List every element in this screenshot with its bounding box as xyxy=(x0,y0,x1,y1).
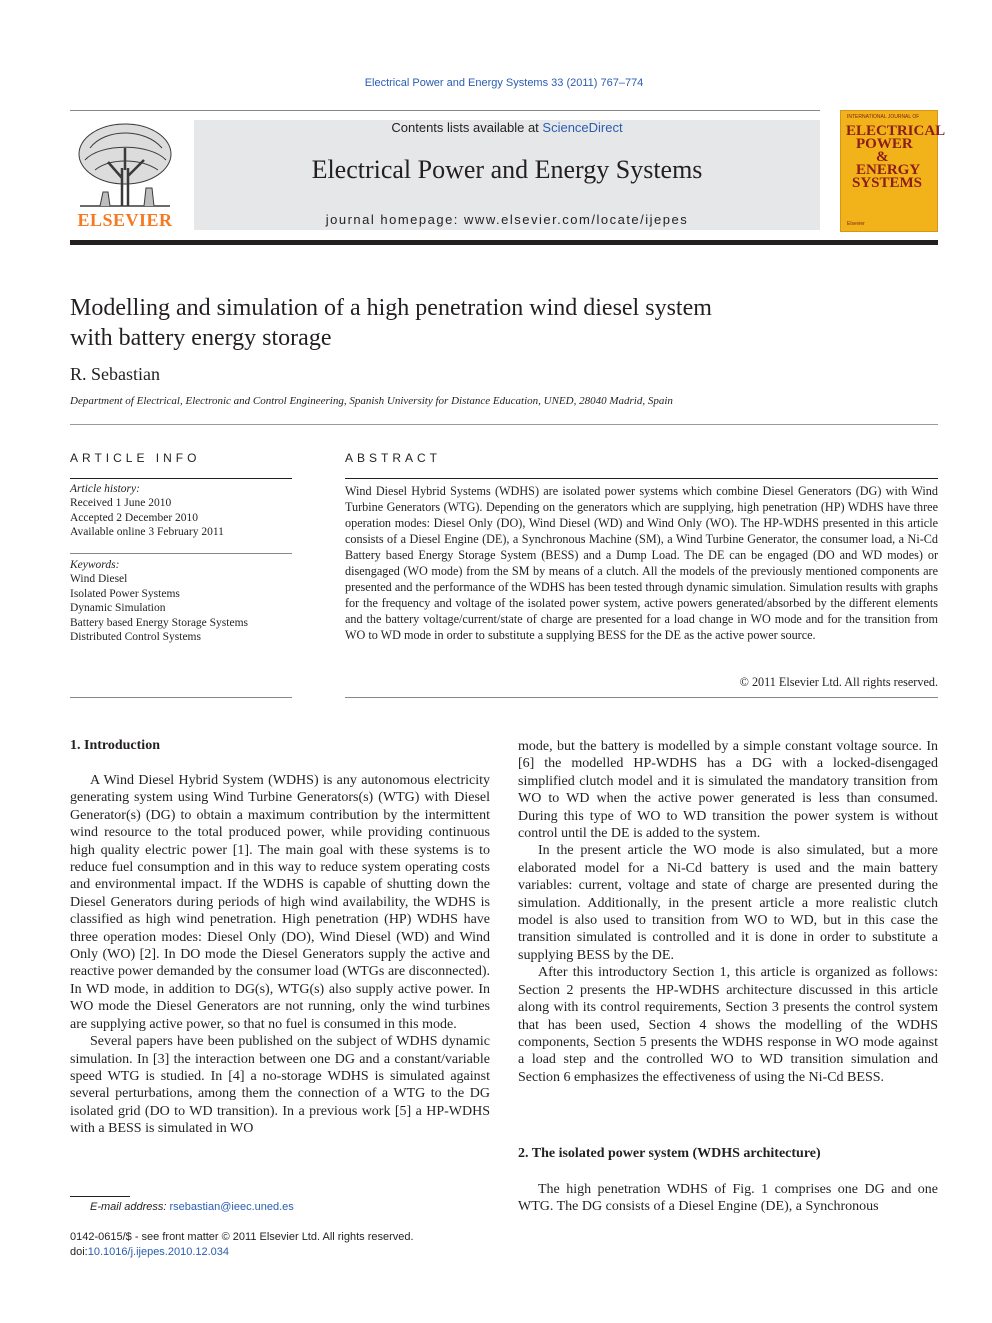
author-affiliation: Department of Electrical, Electronic and Control Engineering, Spanish University for Distance Education, UNED, 28040 Madrid, Spain xyxy=(70,395,673,407)
sciencedirect-link[interactable]: ScienceDirect xyxy=(542,120,623,135)
body-left-column xyxy=(70,772,490,1138)
footnote-rule xyxy=(70,1196,130,1197)
paragraph: After this introductory Section 1, this article is organized as follows: Section 2 presents the HP-WDHS architecture discussed in this article along with its control requirements, Section 3 presents the control system that has been used, Section 4 shows the modelling of the WDHS components, Section 5 presents the WDHS response in WO mode against a load step and the controlled WO to WD transition simulation and Section 6 emphasizes the effectiveness of using the Ni-Cd BESS. xyxy=(518,965,938,1085)
keywords xyxy=(70,558,292,644)
paragraph: The high penetration WDHS of Fig. 1 comprises one DG and one WTG. The DG consists of a Diesel Engine (DE), a Synchronous xyxy=(518,1182,938,1215)
elsevier-tree-icon xyxy=(70,118,180,210)
header-rule xyxy=(70,110,820,111)
cover-title-line: POWER xyxy=(856,136,913,152)
journal-name: Electrical Power and Energy Systems xyxy=(311,155,703,184)
divider xyxy=(70,424,938,425)
cover-title-line: ENERGY xyxy=(856,162,921,178)
paragraph: Several papers have been published on the subject of WDHS dynamic simulation. In [3] the interaction between one DG and a constant/variable speed WTG is studied. In [4] a no-storage WDHS is simulated against several perturbations, among them the connection of a WTG to the DG isolated grid (DO to WD transition). In a previous work [5] a HP-WDHS with a BESS is simulated in WO xyxy=(70,1034,490,1137)
homepage-link[interactable]: www.elsevier.com/locate/ijepes xyxy=(464,212,689,227)
keyword[interactable]: Distributed Control Systems xyxy=(70,631,201,644)
copyright-notice: © 2011 Elsevier Ltd. All rights reserved. xyxy=(739,675,938,689)
email-footnote xyxy=(90,1200,294,1215)
cover-publisher: Elsevier xyxy=(847,221,865,227)
contents-prefix: Contents lists available at xyxy=(391,120,543,135)
body-right-column-sec2 xyxy=(518,1181,938,1216)
keywords-label: Keywords: xyxy=(70,559,120,571)
cover-title xyxy=(846,123,946,191)
divider xyxy=(70,697,292,698)
body-right-column xyxy=(518,738,938,1086)
divider xyxy=(345,697,938,698)
keyword[interactable]: Battery based Energy Storage Systems xyxy=(70,616,249,629)
paper-title-line: Modelling and simulation of a high penetration wind diesel system xyxy=(70,295,712,321)
journal-homepage xyxy=(194,212,820,227)
divider xyxy=(345,478,938,479)
doi-line xyxy=(70,1245,229,1260)
article-history xyxy=(70,482,292,540)
email-label: E-mail address: xyxy=(90,1201,167,1213)
paper-title xyxy=(70,293,830,353)
paragraph: mode, but the battery is modelled by a simple constant voltage source. In [6] the modelled HP-WDHS has a DG with a locked-disengaged simplified clutch model and it is simulated the mandatory transition from WO to WD when the active power generated is less than consumed. During this type of WO to WD transition the power system is without control until the DE is added to the system. xyxy=(518,739,938,842)
email-link[interactable]: rsebastian@ieec.uned.es xyxy=(169,1201,294,1213)
history-item: Accepted 2 December 2010 xyxy=(70,511,199,524)
section-heading-introduction: 1. Introduction xyxy=(70,738,160,753)
abstract-heading: ABSTRACT xyxy=(345,451,442,465)
issn-line: 0142-0615/$ - see front matter © 2011 Elsevier Ltd. All rights reserved. xyxy=(70,1231,414,1243)
keyword[interactable]: Dynamic Simulation xyxy=(70,602,166,615)
history-label: Article history: xyxy=(70,483,140,495)
paper-title-line: with battery energy storage xyxy=(70,325,332,351)
journal-cover[interactable] xyxy=(840,110,946,232)
paragraph: A Wind Diesel Hybrid System (WDHS) is any autonomous electricity generating system using Wind Turbine Generators(s) (WTG) with Diesel Generator(s) (DG) to obtain a maximum contribution by the intermittent wind resource to the total produced power, while providing continuous high quality electric power [1]. The main goal with these systems is to reduce fuel consumption and in this way to reduce system operating costs and environmental impact. If the WDHS is capable of shutting down the Diesel Generators during periods of high wind availability, the WDHS is classified as high wind penetration. High penetration (HP) WDHS have three operation modes: Diesel Only (DO), Wind Diesel (WD) and Wind Only (WO) [2]. In DO mode the Diesel Generators supply the active and reactive power demanded by the consumer load (WTGs are disconnected). In WD mode, in addition to DG(s), WTG(s) also supply active power. In WO mode the Diesel Generators are not running, only the wind turbines are supplying active power, so that no fuel is consumed in this mode. xyxy=(70,773,490,1032)
paragraph: In the present article the WO mode is also simulated, but a more elaborated model for a Ni-Cd battery is used and the main battery variables: current, voltage and state of charge are presented during the simulation. Additionally, in the present article a more realistic clutch model is also used to transition from WO to WD, but in this case the transition simulated is controlled and it is done in order to substitute a supplying BESS by the DE. xyxy=(518,843,938,963)
cover-title-line: & xyxy=(876,149,889,165)
divider xyxy=(70,553,292,554)
keyword[interactable]: Isolated Power Systems xyxy=(70,587,180,600)
cover-subtitle: INTERNATIONAL JOURNAL OF xyxy=(847,114,920,120)
journal-citation[interactable]: Electrical Power and Energy Systems 33 (2011) 767–774 xyxy=(364,77,644,89)
section-heading-architecture: 2. The isolated power system (WDHS architecture) xyxy=(518,1146,821,1161)
keyword[interactable]: Wind Diesel xyxy=(70,573,128,586)
history-item: Received 1 June 2010 xyxy=(70,497,172,510)
cover-title-line: SYSTEMS xyxy=(852,175,923,191)
doi-label: doi: xyxy=(70,1246,88,1258)
header-thick-rule xyxy=(70,240,938,245)
author-name[interactable]: R. Sebastian xyxy=(70,364,160,384)
divider xyxy=(70,478,292,479)
contents-line xyxy=(194,120,820,135)
homepage-prefix: journal homepage: xyxy=(325,212,465,227)
cover-title-line: ELECTRICAL xyxy=(846,123,946,139)
abstract-text: Wind Diesel Hybrid Systems (WDHS) are isolated power systems which combine Diesel Generators (DG) with Wind Turbine Generators (WTG). Depending on the generators which are supplying, high penetration (HP) WDHS have three operation modes: Diesel Only (DO), Wind Diesel (WD) and Wind Only (WO). The HP-WDHS presented in this article consists of a Diesel Engine (DE), a Synchronous Machine (SM), a Wind Turbine Generator, the consumer load, a Ni-Cd Battery based Energy Storage System (BESS) and a Dump Load. The DE can be engaged (DO and WD modes) or disengaged (WO mode) from the SM by means of a clutch. All the models of the previously mentioned components are presented and the performance of the WDHS has been tested through dynamic simulation. Simulation results with graphs for the frequency and voltage of the isolated power system, active powers generated/absorbed by the different elements and the battery voltage/current/state of charge are presented for a load change in WO mode and for the transition from WO to WD mode in order to substitute a supplying BESS for the DE as the active power source. xyxy=(345,484,938,642)
elsevier-wordmark: ELSEVIER xyxy=(77,210,173,230)
history-item: Available online 3 February 2011 xyxy=(70,526,224,539)
article-info-heading: ARTICLE INFO xyxy=(70,451,201,465)
doi-link[interactable]: 10.1016/j.ijepes.2010.12.034 xyxy=(87,1246,230,1258)
